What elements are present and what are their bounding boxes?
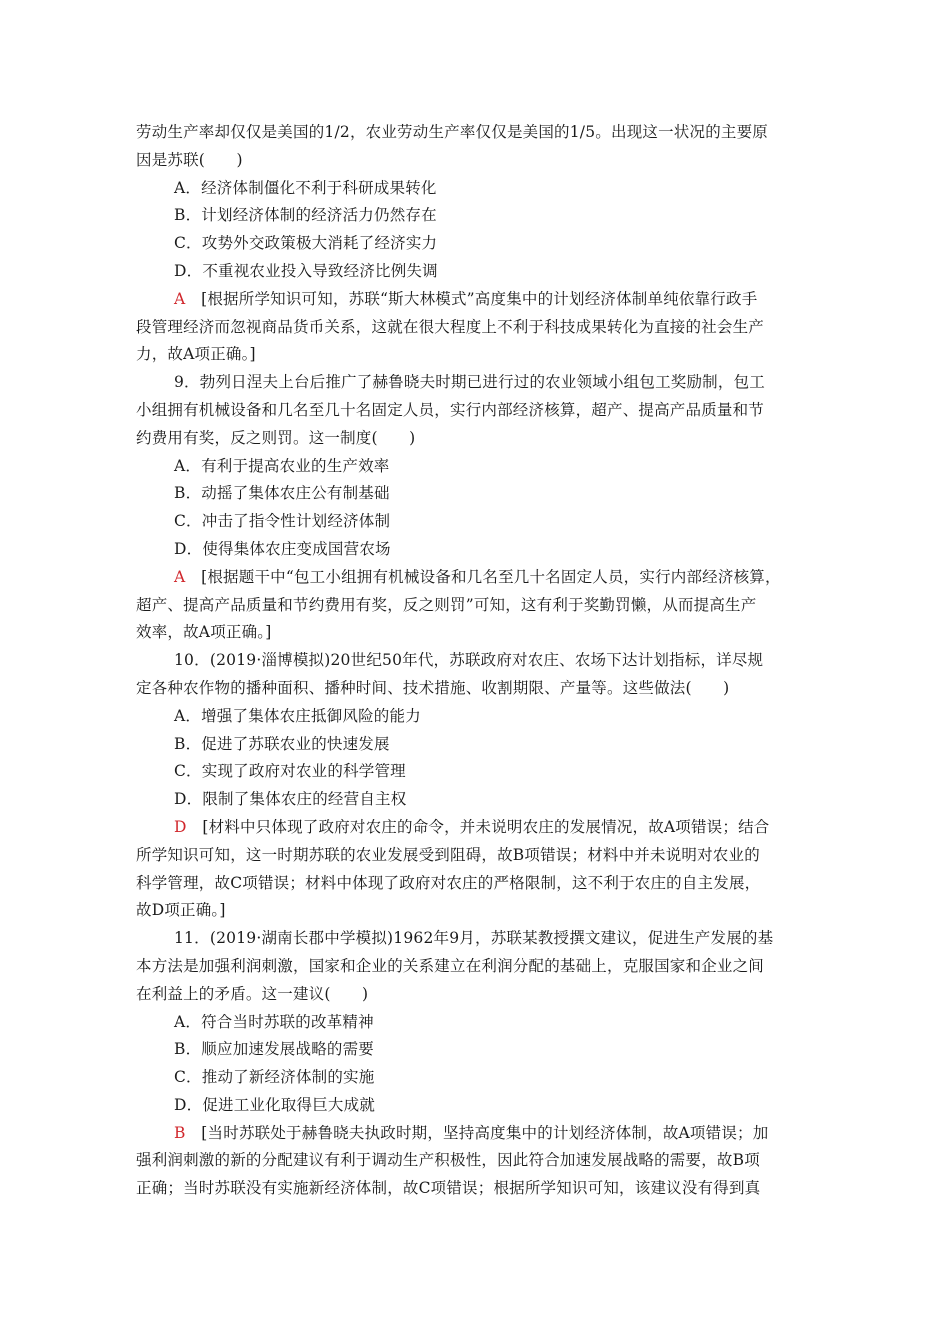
answer-letter: A xyxy=(174,567,186,586)
explanation-line: 强利润刺激的新的分配建议有利于调动生产积极性，因此符合加速发展战略的需要，故B项 xyxy=(136,1151,760,1170)
answer-explanation xyxy=(136,814,816,842)
option-b: B．动摇了集体农庄公有制基础 xyxy=(174,484,390,503)
question-text-line: 小组拥有机械设备和几名至几十名固定人员，实行内部经济核算，超产、提高产品质量和节 xyxy=(136,400,765,419)
explanation-line: 正确；当时苏联没有实施新经济体制，故C项错误；根据所学知识可知，该建议没有得到真 xyxy=(136,1179,761,1198)
option-c: C．推动了新经济体制的实施 xyxy=(174,1068,375,1087)
option-c: C．攻势外交政策极大消耗了经济实力 xyxy=(174,234,438,253)
explanation-line: 段管理经济而忽视商品货币关系，这就在很大程度上不利于科技成果转化为直接的社会生产 xyxy=(136,317,765,336)
explanation-line: 效率，故A项正确。] xyxy=(136,623,272,642)
option-d: D．使得集体农庄变成国营农场 xyxy=(174,539,391,558)
explanation-text: [根据题干中“包工小组拥有机械设备和几名至几十名固定人员，实行内部经济核算， xyxy=(185,567,781,586)
explanation-line: 科学管理，故C项错误；材料中体现了政府对农庄的严格限制，这不利于农庄的自主发展， xyxy=(136,873,761,892)
explanation-text: [根据所学知识可知，苏联“斯大林模式”高度集中的计划经济体制单纯依靠行政手 xyxy=(185,289,758,308)
answer-explanation xyxy=(136,564,816,592)
question-text-line: 本方法是加强利润刺激，国家和企业的关系建立在利润分配的基础上，克服国家和企业之间 xyxy=(136,956,765,975)
option-d: D．促进工业化取得巨大成就 xyxy=(174,1095,376,1114)
option-a: A．经济体制僵化不利于科研成果转化 xyxy=(174,178,437,197)
option-a: A．符合当时苏联的改革精神 xyxy=(174,1012,374,1031)
answer-letter: A xyxy=(174,289,186,308)
question-text-line: 在利益上的矛盾。这一建议( ) xyxy=(136,984,369,1003)
option-d: D．限制了集体农庄的经营自主权 xyxy=(174,790,407,809)
answer-letter: D xyxy=(174,817,187,836)
question-10-stem: 10．(2019·淄博模拟)20世纪50年代，苏联政府对农庄、农场下达计划指标，详尽规 xyxy=(174,651,764,670)
question-text-line: 因是苏联( ) xyxy=(136,150,243,169)
option-a: A．增强了集体农庄抵御风险的能力 xyxy=(174,706,421,725)
explanation-line: 故D项正确。] xyxy=(136,901,226,920)
option-c: C．实现了政府对农业的科学管理 xyxy=(174,762,406,781)
explanation-line: 所学知识可知，这一时期苏联的农业发展受到阻碍，故B项错误；材料中并未说明对农业的 xyxy=(136,845,760,864)
explanation-text: [材料中只体现了政府对农庄的命令，并未说明农庄的发展情况，故A项错误；结合 xyxy=(186,817,770,836)
answer-letter: B xyxy=(174,1123,186,1142)
question-11-stem: 11．(2019·湖南长郡中学模拟)1962年9月，苏联某教授撰文建议，促进生产发展的基 xyxy=(174,929,774,948)
option-b: B．顺应加速发展战略的需要 xyxy=(174,1040,374,1059)
option-d: D．不重视农业投入导致经济比例失调 xyxy=(174,261,438,280)
option-b: B．促进了苏联农业的快速发展 xyxy=(174,734,390,753)
answer-explanation xyxy=(136,286,816,314)
explanation-text: [当时苏联处于赫鲁晓夫执政时期，坚持高度集中的计划经济体制，故A项错误；加 xyxy=(185,1123,769,1142)
question-text-line: 约费用有奖，反之则罚。这一制度( ) xyxy=(136,428,416,447)
explanation-line: 超产、提高产品质量和节约费用有奖，反之则罚”可知，这有利于奖勤罚懒，从而提高生产 xyxy=(136,595,757,614)
answer-explanation xyxy=(136,1120,816,1148)
explanation-line: 力，故A项正确。] xyxy=(136,345,256,364)
option-c: C．冲击了指令性计划经济体制 xyxy=(174,512,391,531)
option-b: B．计划经济体制的经济活力仍然存在 xyxy=(174,206,437,225)
document-page xyxy=(136,119,816,1203)
question-text-line: 劳动生产率却仅仅是美国的1/2，农业劳动生产率仅仅是美国的1/5。出现这一状况的主要原 xyxy=(136,123,768,141)
question-9-stem: 9．勃列日涅夫上台后推广了赫鲁晓夫时期已进行过的农业领域小组包工奖励制，包工 xyxy=(174,373,765,392)
option-a: A．有利于提高农业的生产效率 xyxy=(174,456,390,475)
question-text-line: 定各种农作物的播种面积、播种时间、技术措施、收割期限、产量等。这些做法( ) xyxy=(136,678,730,697)
